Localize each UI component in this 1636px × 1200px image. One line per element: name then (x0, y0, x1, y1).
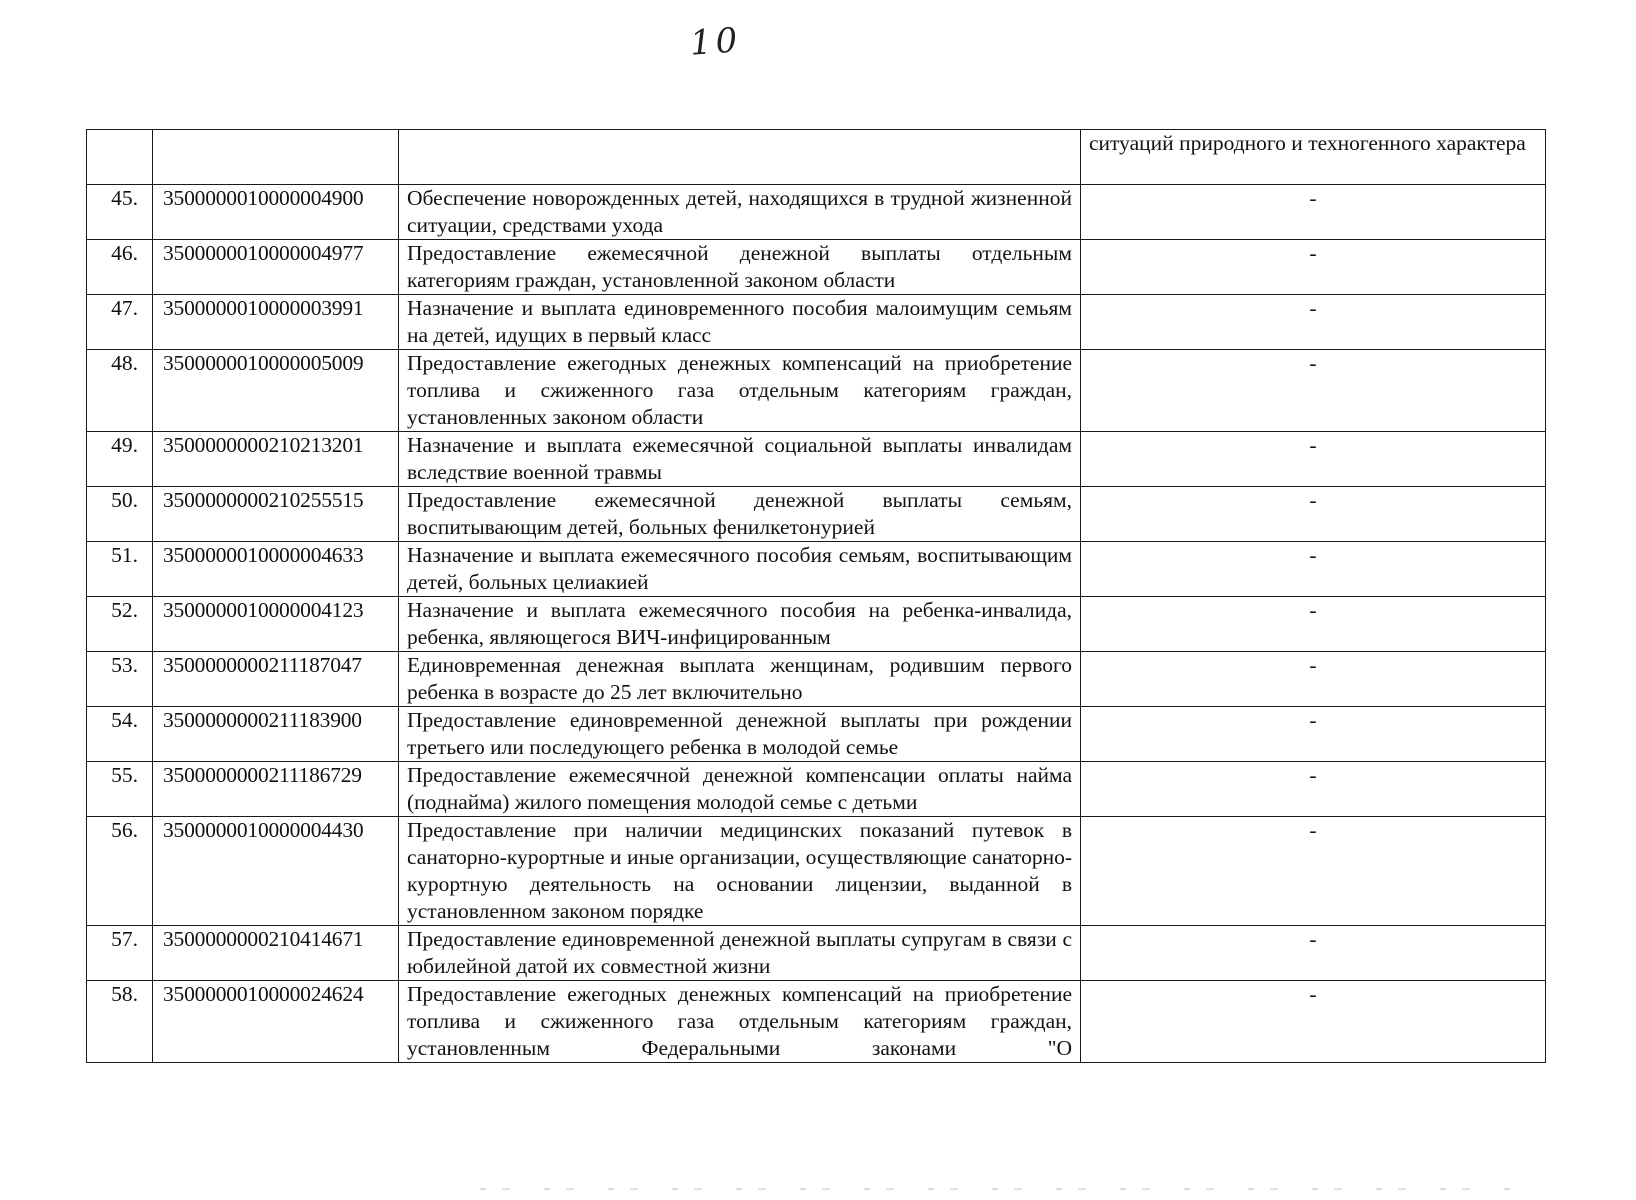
row-number-cell (87, 130, 153, 185)
table-row (87, 487, 1546, 542)
service-code: 3500000010000004123 (153, 597, 399, 652)
service-description: Предоставление ежемесячной денежной выплаты семьям, воспитывающим детей, больных фенилкетонурией (399, 487, 1081, 542)
note-dash: - (1081, 926, 1546, 981)
service-code: 3500000010000004633 (153, 542, 399, 597)
table-row (87, 926, 1546, 981)
table-row (87, 542, 1546, 597)
row-number: 45. (87, 185, 153, 240)
service-description: Назначение и выплата ежемесячного пособия семьям, воспитывающим детей, больных целиакией (399, 542, 1081, 597)
truncated-description-text: Предоставление ежегодных денежных компенсаций на приобретение топлива и сжиженного газа отдельным категориям граждан, установленным Федеральными законами "О (407, 982, 1072, 1060)
service-code: 3500000000210414671 (153, 926, 399, 981)
table-row (87, 185, 1546, 240)
row-number: 46. (87, 240, 153, 295)
note-dash: - (1081, 817, 1546, 926)
service-description: Предоставление единовременной денежной выплаты при рождении третьего или последующего ребенка в молодой семье (399, 707, 1081, 762)
service-description: Предоставление единовременной денежной выплаты супругам в связи с юбилейной датой их совместной жизни (399, 926, 1081, 981)
services-table (86, 129, 1546, 1063)
row-number: 54. (87, 707, 153, 762)
row-number: 52. (87, 597, 153, 652)
table-row (87, 652, 1546, 707)
service-code: 3500000010000005009 (153, 350, 399, 432)
service-description: Назначение и выплата единовременного пособия малоимущим семьям на детей, идущих в первый класс (399, 295, 1081, 350)
table-row (87, 597, 1546, 652)
row-number: 55. (87, 762, 153, 817)
table-row (87, 240, 1546, 295)
note-dash: - (1081, 350, 1546, 432)
note-dash: - (1081, 185, 1546, 240)
service-code: 3500000010000003991 (153, 295, 399, 350)
service-description-truncated (399, 981, 1081, 1063)
service-description: Единовременная денежная выплата женщинам, родившим первого ребенка в возрасте до 25 лет включительно (399, 652, 1081, 707)
note-dash: - (1081, 597, 1546, 652)
service-code: 3500000010000024624 (153, 981, 399, 1063)
service-code: 3500000000211183900 (153, 707, 399, 762)
row-number: 58. (87, 981, 153, 1063)
service-code-cell (153, 130, 399, 185)
note-dash: - (1081, 432, 1546, 487)
note-dash: - (1081, 762, 1546, 817)
service-code: 3500000010000004900 (153, 185, 399, 240)
service-code: 3500000000211187047 (153, 652, 399, 707)
service-description: Назначение и выплата ежемесячного пособия на ребенка-инвалида, ребенка, являющегося ВИЧ-инфицированным (399, 597, 1081, 652)
table-row (87, 350, 1546, 432)
note-dash: - (1081, 652, 1546, 707)
row-number: 50. (87, 487, 153, 542)
service-code: 3500000000210213201 (153, 432, 399, 487)
service-description: Предоставление ежегодных денежных компенсаций на приобретение топлива и сжиженного газа отдельным категориям граждан, установленных законом области (399, 350, 1081, 432)
table-row-continuation (87, 130, 1546, 185)
row-number: 57. (87, 926, 153, 981)
note-dash: - (1081, 487, 1546, 542)
row-number: 49. (87, 432, 153, 487)
row-number: 48. (87, 350, 153, 432)
row-number: 56. (87, 817, 153, 926)
table-row (87, 432, 1546, 487)
row-number: 51. (87, 542, 153, 597)
service-description: Предоставление ежемесячной денежной выплаты отдельным категориям граждан, установленной законом области (399, 240, 1081, 295)
service-description: Предоставление при наличии медицинских показаний путевок в санаторно-курортные и иные организации, осуществляющие санаторно-курортную деятельность на основании лицензии, выданной в установленном законом порядке (399, 817, 1081, 926)
continuation-note-cell: ситуаций природного и техногенного характера (1081, 130, 1546, 185)
table-row (87, 817, 1546, 926)
note-dash: - (1081, 542, 1546, 597)
note-dash: - (1081, 707, 1546, 762)
row-number: 53. (87, 652, 153, 707)
page-number: 10 (688, 20, 743, 64)
note-dash: - (1081, 295, 1546, 350)
table-row (87, 707, 1546, 762)
note-dash: - (1081, 240, 1546, 295)
service-description: Обеспечение новорожденных детей, находящихся в трудной жизненной ситуации, средствами ухода (399, 185, 1081, 240)
table-row (87, 762, 1546, 817)
service-description-cell (399, 130, 1081, 185)
service-code: 3500000010000004430 (153, 817, 399, 926)
service-code: 3500000000211186729 (153, 762, 399, 817)
scan-artifact-line (480, 1188, 1510, 1190)
service-description: Предоставление ежемесячной денежной компенсации оплаты найма (поднайма) жилого помещения молодой семье с детьми (399, 762, 1081, 817)
table-row-truncated (87, 981, 1546, 1063)
service-code: 3500000010000004977 (153, 240, 399, 295)
table-row (87, 295, 1546, 350)
service-description: Назначение и выплата ежемесячной социальной выплаты инвалидам вследствие военной травмы (399, 432, 1081, 487)
note-dash: - (1081, 981, 1546, 1063)
service-code: 3500000000210255515 (153, 487, 399, 542)
row-number: 47. (87, 295, 153, 350)
